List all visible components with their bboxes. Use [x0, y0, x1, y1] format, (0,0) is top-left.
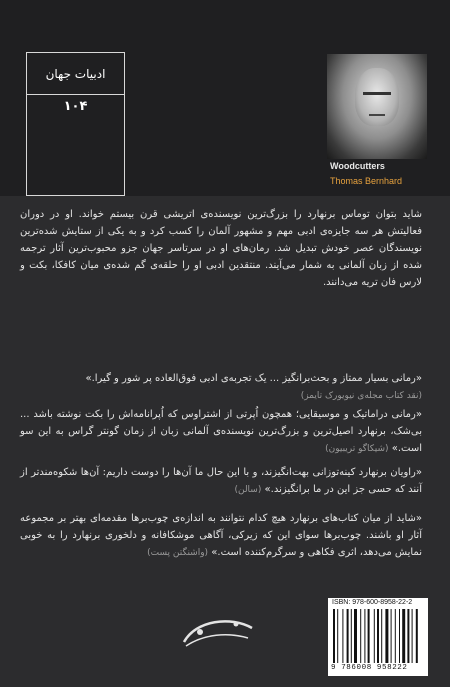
quote-text: «راویان برنهارد کینه‌توزانی بهت‌انگیزند، و با این حال ما آن‌ها را دوست داریم: آن‌ها شکوه‌مندتر از آنند که حسی جز این در ما برانگیزند.» — [20, 467, 422, 495]
series-number: ۱۰۴ — [63, 99, 88, 114]
quote-3 — [20, 464, 422, 499]
author-eyes — [363, 92, 391, 100]
book-title-en: Woodcutters — [330, 161, 385, 171]
author-name-en: Thomas Bernhard — [330, 176, 403, 186]
isbn-label: ISBN: 978-600-8958-22-2 — [332, 599, 413, 606]
quote-text: «رمانی بسیار ممتاز و بحث‌برانگیز ... یک تجربه‌ی ادبی فوق‌العاده پر شور و گیرا.» — [85, 373, 422, 384]
isbn-barcode-area — [328, 598, 428, 676]
barcode-digits: 9 786008 958222 — [331, 664, 408, 672]
series-box — [26, 52, 125, 196]
series-name: ادبیات جهان — [45, 67, 106, 81]
intro-paragraph: شاید بتوان توماس برنهارد را بزرگ‌ترین نویسنده‌ی اتریشی قرن بیستم خواند. او در دوران فعالیتش هر سه جایزه‌ی ادبی مهم و مشهور آلمان را کسب کرد و به یکی از ستایش شده‌ترین نویسندگان عصر خودش تبدیل شد. رمان‌های او در سرتاسر جهان جزو محبوب‌ترین آثار ترجمه شده از زبان آلمانی به شمار می‌آیند. منتقدین ادبی او را حلقه‌ی گم شده‌ی میان کافکا، بکت و لارس فان تریه می‌دانند. — [20, 209, 422, 288]
quote-1 — [20, 370, 422, 405]
publisher-logo — [176, 612, 258, 652]
barcode — [333, 609, 423, 663]
quote-source: (سالن) — [234, 485, 262, 495]
quote-text: «شاید از میان کتاب‌های برنهارد هیچ کدام نتوانند به اندازه‌ی چوب‌برها مقدمه‌ای بهتر بر مجموعه آثار او باشند. چوب‌برها سوای این که زیرکی، آگاهی موشکافانه و دلخوری برنهارد را به خوبی نمایش می‌دهد، اثری فکاهی و سرگرم‌کننده است.» — [20, 513, 422, 558]
quote-text: «رمانی دراماتیک و موسیقایی؛ همچون اُپرتی از اشتراوس که اُپرانامه‌اش را بکت نوشته باشد ... بی‌شک، برنهارد اصیل‌ترین و بزرگ‌ترین نویسنده‌ی آلمانی زبان از زمان گونتر گراس به این سو است.» — [20, 409, 422, 454]
quote-source: (نقد کتاب مجله‌ی نیویورک تایمز) — [300, 391, 422, 401]
author-photo — [327, 54, 427, 159]
author-mouth — [369, 114, 385, 116]
quote-4 — [20, 510, 422, 562]
quote-source: (شیکاگو تریبیون) — [325, 444, 389, 454]
quote-2 — [20, 406, 422, 458]
quote-source: (واشنگتن پست) — [147, 548, 209, 558]
series-divider — [27, 94, 124, 95]
